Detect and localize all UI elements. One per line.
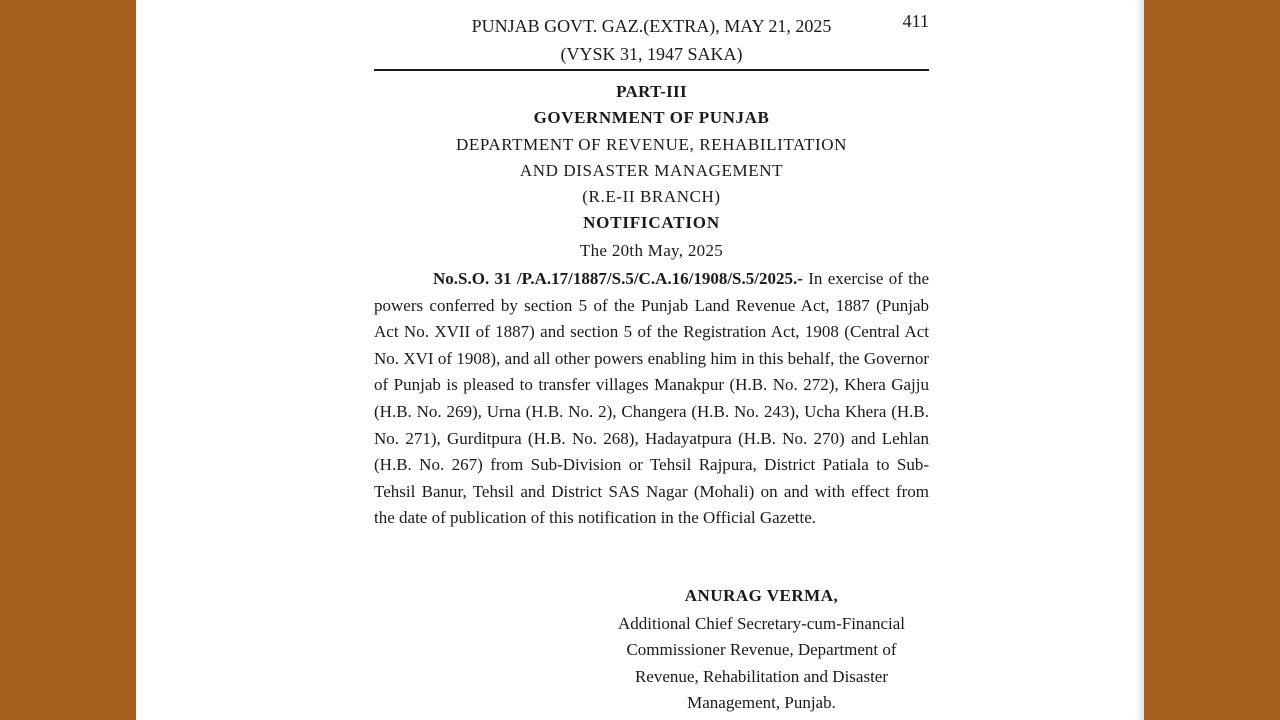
notification-text: In exercise of the powers conferred by section 5 of the Punjab Land Revenue Act, 1887 (Punjab Act No. XVII of 1887) and section 5 of the Registration Act, 1908 (Central Act No. XVI of 1908), and all other powers enabling him in this behalf, the Governor of Punjab is pleased to transfer villages Manakpur (H.B. No. 272), Khera Gajju (H.B. No. 269), Urna (H.B. No. 2), Changera (H.B. No. 243), Ucha Khera (H.B. No. 271), Gurditpura (H.B. No. 268), Hadayatpura (H.B. No. 270) and Lehlan (H.B. No. 267) from Sub-Division or Tehsil Rajpura, District Patiala to Sub-Tehsil Banur, Tehsil and District SAS Nagar (Mohali) on and with effect from the date of publication of this notification in the Official Gazette. (374, 269, 929, 528)
part-label: PART-III (616, 82, 687, 101)
department-line-2: AND DISASTER MANAGEMENT (519, 161, 784, 180)
page-number: 411 (902, 11, 929, 31)
government-heading: GOVERNMENT OF PUNJAB (533, 108, 770, 127)
notification-body (374, 266, 929, 532)
department-line-1: DEPARTMENT OF REVENUE, REHABILITATION (456, 135, 847, 154)
gazette-page (136, 0, 1144, 720)
signatory-name: ANURAG VERMA, (684, 586, 839, 605)
header-divider (374, 69, 929, 71)
notification-heading: NOTIFICATION (583, 213, 720, 232)
signature-block (604, 583, 919, 717)
signatory-designation: Additional Chief Secretary-cum-Financial Commissioner Revenue, Department of Revenue, Rehabilitation and Disaster Management, Punjab. (617, 613, 906, 712)
reference-number: No.S.O. 31 /P.A.17/1887/S.5/C.A.16/1908/S.5/2025.- (433, 269, 803, 288)
gazette-subtitle: (VYSK 31, 1947 SAKA) (560, 44, 743, 64)
gazette-title: PUNJAB GOVT. GAZ.(EXTRA), MAY 21, 2025 (471, 16, 832, 36)
branch-label: (R.E-II BRANCH) (582, 187, 721, 206)
notification-date: The 20th May, 2025 (579, 241, 724, 260)
